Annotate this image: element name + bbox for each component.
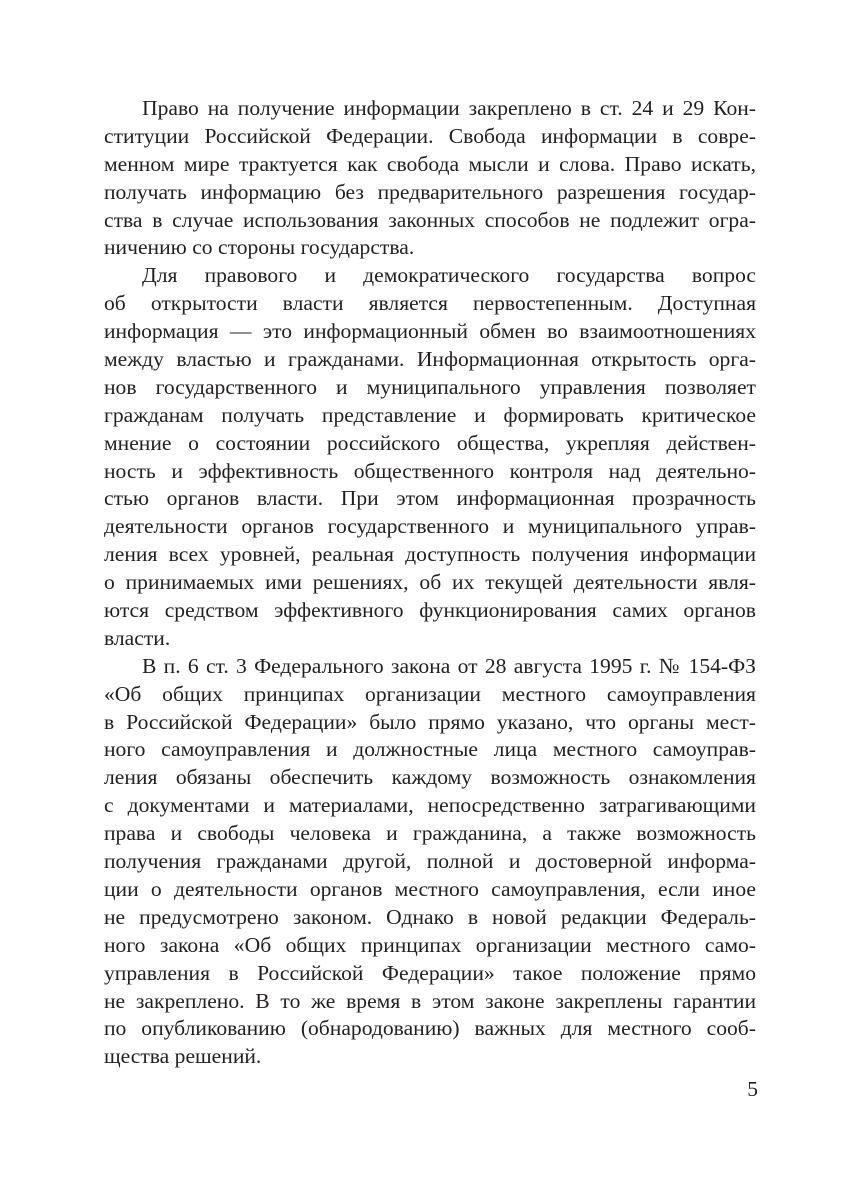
paragraph (104, 262, 756, 652)
text-line: ления всех уровней, реальная доступность получения информации (104, 542, 756, 567)
text-line: не закреплено. В то же время в этом законе закреплены гарантии (104, 988, 756, 1013)
text-line: стью органов власти. При этом информационная прозрачность (104, 486, 756, 511)
text-line: деятельности органов государственного и муниципального управ- (104, 514, 756, 539)
text-line: «Об общих принципах организации местного самоуправления (104, 681, 756, 706)
text-line: менном мире трактуется как свобода мысли и слова. Право искать, (104, 151, 756, 176)
text-line: ции о деятельности органов местного самоуправления, если иное (104, 876, 756, 901)
text-line: с документами и материалами, непосредственно затрагивающими (104, 793, 756, 818)
paragraph (104, 653, 756, 1071)
text-line: ституции Российской Федерации. Свобода информации в совре- (104, 123, 756, 148)
text-line: о принимаемых ими решениях, об их текущей деятельности явля- (104, 570, 756, 595)
text-line: щества решений. (104, 1044, 262, 1069)
text-line: ного закона «Об общих принципах организации местного само- (104, 932, 756, 957)
text-line: управления в Российской Федерации» такое положение прямо (104, 960, 756, 985)
document-body (104, 95, 756, 1071)
text-line: не предусмотрено законом. Однако в новой редакции Федераль- (104, 904, 756, 929)
page-number: 5 (747, 1077, 758, 1101)
text-line: в Российской Федерации» было прямо указано, что органы мест- (104, 709, 756, 734)
text-line: ства в случае использования законных способов не подлежит огра- (104, 207, 756, 232)
text-line: ются средством эффективного функционирования самих органов (104, 598, 756, 623)
text-line: Для правового и демократического государства вопрос (142, 263, 756, 288)
text-line: получения гражданами другой, полной и достоверной информа- (104, 849, 756, 874)
text-line: информация — это информационный обмен во взаимоотношениях (104, 319, 756, 344)
text-line: получать информацию без предварительного разрешения государ- (104, 179, 756, 204)
text-line: гражданам получать представление и формировать критическое (104, 402, 756, 427)
text-line: В п. 6 ст. 3 Федерального закона от 28 августа 1995 г. № 154-ФЗ (142, 653, 756, 678)
text-line: ность и эффективность общественного контроля над деятельно- (104, 458, 756, 483)
text-line: права и свободы человека и гражданина, а также возможность (104, 821, 756, 846)
text-line: по опубликованию (обнародованию) важных для местного сооб- (104, 1016, 756, 1041)
text-line: ного самоуправления и должностные лица местного самоуправ- (104, 737, 756, 762)
text-line: об открытости власти является первостепенным. Доступная (104, 291, 756, 316)
text-line: нов государственного и муниципального управления позволяет (104, 374, 756, 399)
text-line: между властью и гражданами. Информационная открытость орга- (104, 347, 756, 372)
text-line: ничению со стороны государства. (104, 235, 415, 260)
text-line: мнение о состоянии российского общества, укрепляя действен- (104, 430, 756, 455)
text-line: власти. (104, 625, 171, 650)
paragraph (104, 95, 756, 262)
text-line: ления обязаны обеспечить каждому возможность ознакомления (104, 765, 756, 790)
text-line: Право на получение информации закреплено в ст. 24 и 29 Кон- (142, 96, 756, 120)
